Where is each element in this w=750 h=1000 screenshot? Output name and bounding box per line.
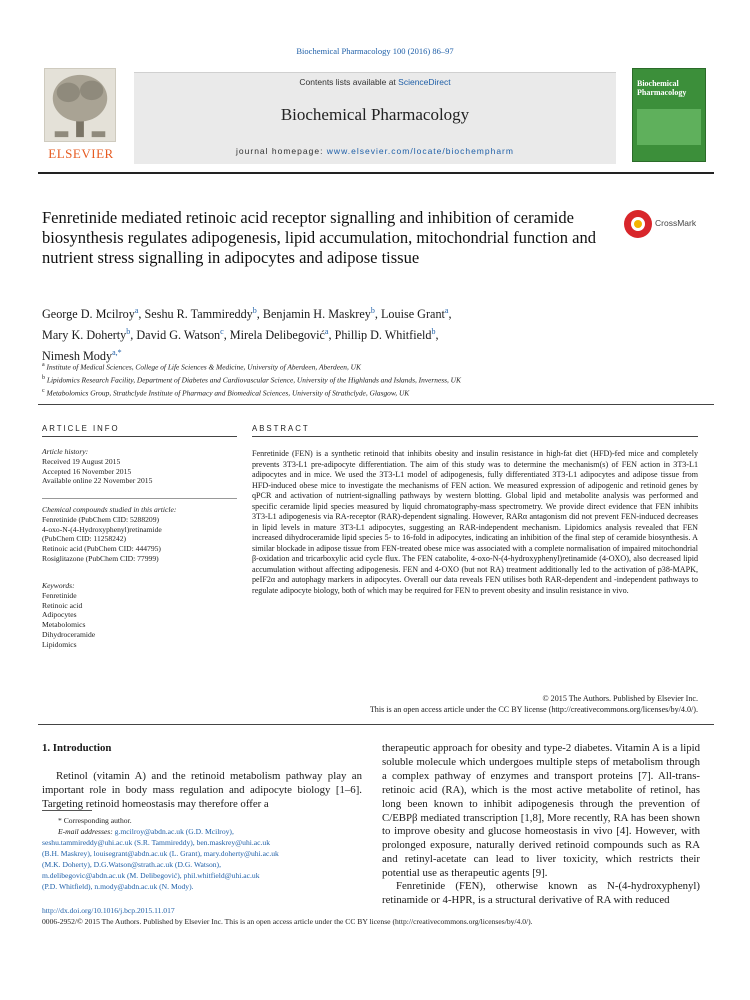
- abstract-heading: ABSTRACT: [252, 424, 310, 433]
- author-sup[interactable]: a: [444, 306, 449, 315]
- introduction-paragraph: Retinol (vitamin A) and the retinoid metabolism pathway play an important role in body mass regulation and adipocyte biology [1–6]. Targeting retinoid homeostasis may therefore offer a: [42, 770, 362, 810]
- homepage-prefix: journal homepage:: [236, 146, 327, 156]
- keyword-item: Metabolomics: [42, 620, 86, 630]
- author-sup[interactable]: a,*: [112, 348, 122, 358]
- article-history: [42, 447, 237, 486]
- author-name: George D. Mcilroy: [42, 307, 135, 322]
- article-info-heading: ARTICLE INFO: [42, 424, 120, 433]
- compound-item: Fenretinide (PubChem CID: 5288209): [42, 514, 160, 524]
- introduction-heading: 1. Introduction: [42, 742, 112, 754]
- author-sup[interactable]: c: [220, 327, 224, 337]
- affiliation-text: Institute of Medical Sciences, College of Life Sciences & Medicine, University of Aberdeen, Aberdeen, UK: [46, 362, 361, 372]
- author-name: Mary K. Doherty: [42, 328, 127, 343]
- compound-item: (PubChem CID: 11258242): [42, 534, 127, 544]
- doi-link[interactable]: http://dx.doi.org/10.1016/j.bcp.2015.11.017: [42, 906, 175, 915]
- journal-banner: [134, 72, 616, 164]
- email-link[interactable]: m.delibegovic@abdn.ac.uk (M. Delibegović), phil.whitfield@uhi.ac.uk: [42, 871, 260, 880]
- issn-line: 0006-2952/© 2015 The Authors. Published by Elsevier Inc. This is an open access article under the CC BY license (http://creativecommons.org/licenses/by/4.0/).: [42, 916, 533, 926]
- affiliation-item: [42, 373, 692, 386]
- emails-label: E-mail addresses:: [58, 827, 113, 836]
- article-footer: [42, 906, 712, 927]
- author-name: Louise Grant: [380, 307, 445, 322]
- abstract-copyright: [252, 694, 698, 716]
- homepage-line: [134, 146, 616, 156]
- section-divider: [38, 404, 714, 405]
- affiliation-item: [42, 360, 692, 373]
- elsevier-logo[interactable]: [38, 68, 124, 164]
- author-line-1: George D. Mcilroy$^a$, Seshu R. Tammireddy$^b$, Benjamin H. Maskrey$^b$, Louise Grant$^a$,: [42, 306, 452, 322]
- introduction-paragraph: therapeutic approach for obesity and type-2 diabetes. Vitamin A is a lipid soluble molecule which undergoes multiple steps of metabolism through a complex pathway of enzymes and transport proteins [7]. All-trans-retinoic acid (RA), which is the most active metabolite of retinol, has long been known to inhibit adipogenesis through the prevention of C/EBPβ mediated transcription [1,8], More recently, RA has been shown to improve obesity and glucose homeostasis in vivo [4]. However, with prolonged exposure, naturally derived retinoid compounds such as RA and retinyl-acetate can lead to liver toxicity, which restricts their potential use as therapeutic agents [9].: [382, 742, 700, 880]
- keyword-item: Adipocytes: [42, 610, 77, 620]
- author-name: Seshu R. Tammireddy: [144, 307, 253, 322]
- email-link[interactable]: seshu.tammireddy@uhi.ac.uk (S.R. Tammireddy), ben.maskrey@uhi.ac.uk: [42, 838, 271, 847]
- abstract-rule: [252, 436, 698, 437]
- affiliation-text: Lipidomics Research Facility, Department of Diabetes and Cardiovascular Science, University of the Highlands and Islands, Inverness, UK: [46, 375, 461, 385]
- author-name: Benjamin H. Maskrey: [262, 307, 371, 322]
- keyword-item: Fenretinide: [42, 590, 77, 600]
- email-link[interactable]: (P.D. Whitfield), n.mody@abdn.ac.uk (N. Mody).: [42, 882, 194, 891]
- history-label: Article history:: [42, 447, 89, 456]
- affiliation-sup: c: [42, 387, 45, 394]
- email-line: [42, 826, 362, 837]
- body-divider: [38, 724, 714, 725]
- article-title: Fenretinide mediated retinoic acid receptor signalling and inhibition of ceramide biosynthesis regulates adipogenesis, lipid accumulation, mitochondrial function and nutrient stress signalling in adipocytes and adipose tissue: [42, 208, 597, 267]
- elsevier-tree-icon: [44, 68, 116, 142]
- compounds-label: Chemical compounds studied in this article:: [42, 505, 177, 514]
- article-info-rule: [42, 436, 237, 437]
- footnotes: [42, 815, 362, 892]
- author-sup[interactable]: b: [126, 327, 131, 337]
- crossmark-label: CrossMark: [655, 218, 697, 228]
- author-name: Phillip D. Whitfield: [334, 328, 432, 343]
- author-name: Nimesh Mody: [42, 349, 113, 364]
- author-name: Mirela Delibegović: [229, 328, 325, 343]
- header-divider: [38, 172, 714, 174]
- sciencedirect-link[interactable]: ScienceDirect: [398, 77, 451, 87]
- keyword-item: Dihydroceramide: [42, 629, 96, 639]
- compound-item: Retinoic acid (PubChem CID: 444795): [42, 544, 161, 554]
- keywords-label: Keywords:: [42, 581, 75, 590]
- author-sup[interactable]: a: [324, 327, 329, 337]
- affiliation-item: [42, 386, 692, 399]
- introduction-paragraph: Fenretinide (FEN), otherwise known as N-(4-hydroxyphenyl) retinamide or 4-HPR, is a structural derivative of RA with reduced: [382, 880, 700, 906]
- history-item: Available online 22 November 2015: [42, 476, 153, 486]
- author-sup[interactable]: b: [431, 327, 436, 337]
- compound-item: Rosiglitazone (PubChem CID: 77999): [42, 553, 159, 563]
- contents-prefix: Contents lists available at: [299, 77, 399, 87]
- license-line[interactable]: This is an open access article under the CC BY license (http://creativecommons.org/licenses/by/4.0/).: [369, 704, 698, 714]
- history-item: Accepted 16 November 2015: [42, 466, 132, 476]
- journal-title: Biochemical Pharmacology: [280, 105, 470, 124]
- keywords: [42, 581, 237, 650]
- crossmark-icon: [624, 210, 652, 238]
- author-sup[interactable]: b: [370, 306, 375, 315]
- email-link[interactable]: g.mcilroy@abdn.ac.uk (G.D. Mcilroy),: [114, 827, 234, 836]
- cover-title: Biochemical Pharmacology: [637, 79, 687, 97]
- compound-item: 4-oxo-N-(4-Hydroxyphenyl)retinamide: [42, 524, 162, 534]
- affiliation-sup: a: [42, 362, 45, 368]
- author-line-2: Mary K. Doherty$^b$, David G. Watson$^c$, Mirela Delibegović$^a$, Phillip D. Whitfield$^b$,: [42, 327, 439, 343]
- contents-line: [134, 77, 616, 87]
- article-info-separator: [42, 498, 237, 499]
- homepage-link[interactable]: www.elsevier.com/locate/biochempharm: [326, 146, 514, 156]
- journal-header: [38, 66, 714, 166]
- copyright-line: © 2015 The Authors. Published by Elsevier Inc.: [542, 694, 698, 703]
- elsevier-wordmark: ELSEVIER: [48, 146, 114, 161]
- cover-graphic: [637, 109, 701, 145]
- affiliations: [42, 360, 692, 399]
- journal-cover-thumbnail[interactable]: [632, 68, 706, 162]
- journal-reference[interactable]: Biochemical Pharmacology 100 (2016) 86–97: [296, 46, 454, 56]
- affiliation-text: Metabolomics Group, Strathclyde Institute of Pharmacy and Biomedical Sciences, University of Strathclyde, Glasgow, UK: [46, 388, 410, 398]
- chemical-compounds: [42, 505, 237, 564]
- email-link[interactable]: (M.K. Doherty), D.G.Watson@strath.ac.uk (D.G. Watson),: [42, 860, 221, 869]
- author-sup[interactable]: a: [134, 306, 139, 315]
- keyword-item: Retinoic acid: [42, 600, 83, 610]
- author-list: [42, 302, 692, 365]
- affiliation-sup: b: [42, 374, 45, 381]
- abstract-text: Fenretinide (FEN) is a synthetic retinoid that inhibits obesity and insulin resistance in high-fat diet (HFD)-fed mice and completely prevents 3T3-L1 pre-adipocyte differentiation. The aim of this study was to determine the mechanism(s) of FEN action in 3T3-L1 adipocytes and in mice. We used the 3T3-L1 model of adipogenesis, fully differentiated 3T3-L1 adipocytes and adipose tissue from HFD-induced obese mice to investigate the mechanisms of FEN action. We measured expression of adipogenic and retinoid genes by qPCR and activation of nutrient-signalling pathways by western blotting. Global lipid and metabolite analysis was performed and specific ceramide lipid species measured by liquid chromatography-mass spectrometry. We provide direct evidence that FEN inhibits 3T3-L1 adipogenesis via RA-receptor (RAR)-dependent signaling. However, RARα antagonism did not prevent FEN-induced decreases in lipid levels in mature 3T3-L1 adipocytes, suggesting an RAR-independent mechanism. Lipidomics analysis revealed that FEN increased dihydroceramide lipid species 5- to 16-fold in adipocytes, indicating an inhibition of the final step of ceramide biosynthesis. A similar blockade in adipose tissue from FEN-treated obese mice was associated with a complete normalisation of impaired mitochondrial β-oxidation and tricarboxylic acid cycle flux. The FEN catabolite, 4-oxo-N-(4-hydroxyphenyl)retinamide (4-OXO), also decreased lipid accumulation without affecting adipogenesis. FEN and 4-OXO (but not RA) treatment additionally led to the activation of p38-MAPK, peIF2α and autophagy markers in adipocytes. Overall our data reveals FEN utilises both RAR-dependent and -independent pathways to regulate adipocyte biology, both of which may be required for FEN to prevent obesity and insulin resistance in vivo.: [252, 449, 698, 595]
- author-name: David G. Watson: [136, 328, 221, 343]
- email-link[interactable]: (B.H. Maskrey), louisegrant@abdn.ac.uk (L. Grant), mary.doherty@uhi.ac.uk: [42, 849, 279, 858]
- keyword-item: Lipidomics: [42, 639, 77, 649]
- author-sup[interactable]: b: [252, 306, 257, 315]
- footnote-rule: [42, 810, 92, 811]
- crossmark-badge[interactable]: [624, 210, 714, 240]
- history-item: Received 19 August 2015: [42, 456, 121, 466]
- corresponding-author-note: * Corresponding author.: [58, 816, 132, 825]
